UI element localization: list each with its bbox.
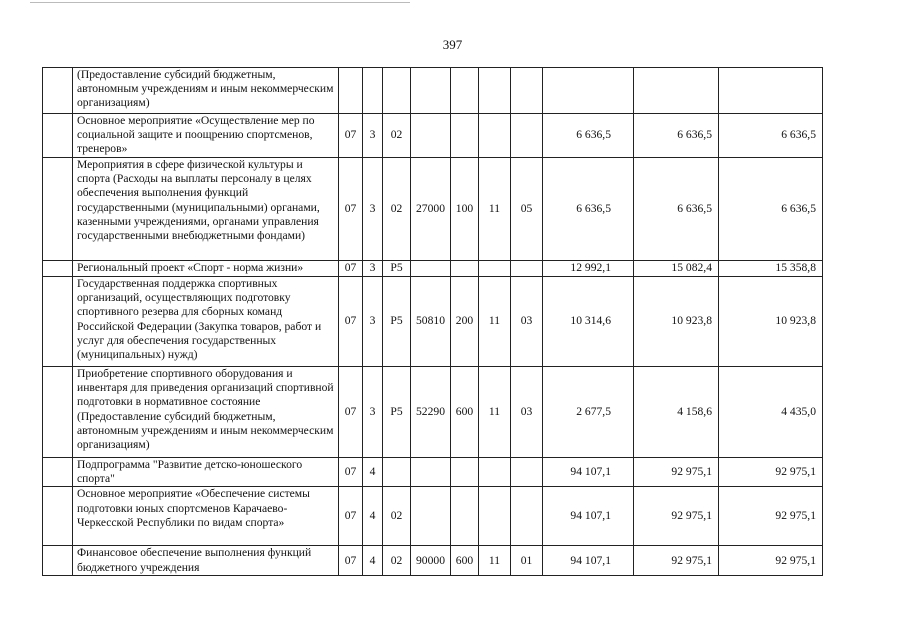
amount-1-cell: 12 992,1 [543, 261, 634, 277]
amount-1-cell: 94 107,1 [543, 458, 634, 487]
code-a-cell [479, 68, 511, 114]
top-rule [30, 2, 410, 3]
code-b-cell: 03 [511, 277, 543, 367]
expense-type-cell: 600 [451, 367, 479, 458]
empty-cell [43, 277, 73, 367]
amount-1-cell: 6 636,5 [543, 158, 634, 261]
empty-cell [43, 458, 73, 487]
direction-code-cell [411, 114, 451, 158]
direction-code-cell [411, 487, 451, 546]
subsection-code-cell: 3 [363, 367, 383, 458]
table-body [43, 68, 823, 576]
direction-code-cell [411, 458, 451, 487]
code-a-cell: 11 [479, 277, 511, 367]
code-a-cell [479, 458, 511, 487]
amount-1-cell: 94 107,1 [543, 487, 634, 546]
item-name-cell: Финансовое обеспечение выполнения функций бюджетного учреждения [73, 546, 339, 575]
empty-cell [43, 68, 73, 114]
amount-1-cell: 94 107,1 [543, 546, 634, 575]
code-a-cell [479, 261, 511, 277]
empty-cell [43, 114, 73, 158]
empty-cell [43, 261, 73, 277]
table-row [43, 458, 823, 487]
section-code-cell: 07 [339, 114, 363, 158]
program-code-cell [383, 458, 411, 487]
expense-type-cell [451, 487, 479, 546]
table-row [43, 367, 823, 458]
section-code-cell: 07 [339, 261, 363, 277]
direction-code-cell: 27000 [411, 158, 451, 261]
expense-type-cell: 600 [451, 546, 479, 575]
code-a-cell: 11 [479, 367, 511, 458]
code-b-cell: 05 [511, 158, 543, 261]
section-code-cell: 07 [339, 546, 363, 575]
amount-3-cell: 4 435,0 [719, 367, 823, 458]
table-row [43, 114, 823, 158]
table-row [43, 546, 823, 575]
amount-3-cell: 6 636,5 [719, 114, 823, 158]
table-row [43, 158, 823, 261]
direction-code-cell [411, 68, 451, 114]
subsection-code-cell: 4 [363, 487, 383, 546]
amount-3-cell: 92 975,1 [719, 546, 823, 575]
subsection-code-cell: 3 [363, 277, 383, 367]
expense-type-cell: 100 [451, 158, 479, 261]
subsection-code-cell: 3 [363, 261, 383, 277]
code-b-cell [511, 458, 543, 487]
item-name-cell: Основное мероприятие «Обеспечение системы подготовки юных спортсменов Карачаево-Черкесской Республики по видам спорта» [73, 487, 339, 546]
item-name-cell: Мероприятия в сфере физической культуры и спорта (Расходы на выплаты персоналу в целях обеспечения выполнения функций государственными (муниципальными) органами, казенными учреждениями, органами управления государственными внебюджетными фондами) [73, 158, 339, 261]
subsection-code-cell: 4 [363, 546, 383, 575]
amount-3-cell: 92 975,1 [719, 487, 823, 546]
table-row [43, 261, 823, 277]
item-name-cell: Подпрограмма "Развитие детско-юношеского спорта" [73, 458, 339, 487]
amount-3-cell: 92 975,1 [719, 458, 823, 487]
amount-3-cell: 10 923,8 [719, 277, 823, 367]
table-row [43, 277, 823, 367]
program-code-cell [383, 68, 411, 114]
amount-2-cell: 92 975,1 [634, 458, 719, 487]
empty-cell [43, 546, 73, 575]
expense-type-cell [451, 114, 479, 158]
expense-type-cell [451, 68, 479, 114]
program-code-cell: P5 [383, 367, 411, 458]
code-b-cell [511, 68, 543, 114]
amount-3-cell: 6 636,5 [719, 158, 823, 261]
expense-type-cell: 200 [451, 277, 479, 367]
direction-code-cell: 52290 [411, 367, 451, 458]
amount-2-cell: 10 923,8 [634, 277, 719, 367]
subsection-code-cell: 3 [363, 158, 383, 261]
amount-1-cell: 10 314,6 [543, 277, 634, 367]
code-b-cell [511, 487, 543, 546]
program-code-cell: P5 [383, 261, 411, 277]
amount-1-cell [543, 68, 634, 114]
code-b-cell: 01 [511, 546, 543, 575]
subsection-code-cell [363, 68, 383, 114]
item-name-cell: Региональный проект «Спорт - норма жизни» [73, 261, 339, 277]
item-name-cell: Основное мероприятие «Осуществление мер по социальной защите и поощрению спортсменов, тренеров» [73, 114, 339, 158]
direction-code-cell: 90000 [411, 546, 451, 575]
program-code-cell: 02 [383, 487, 411, 546]
section-code-cell: 07 [339, 277, 363, 367]
code-b-cell [511, 114, 543, 158]
code-a-cell: 11 [479, 546, 511, 575]
section-code-cell: 07 [339, 458, 363, 487]
amount-1-cell: 6 636,5 [543, 114, 634, 158]
section-code-cell: 07 [339, 158, 363, 261]
code-b-cell: 03 [511, 367, 543, 458]
direction-code-cell [411, 261, 451, 277]
item-name-cell: Государственная поддержка спортивных организаций, осуществляющих подготовку спортивного резерва для сборных команд Российской Федерации (Закупка товаров, работ и услуг для обеспечения государственных (муниципальных) нужд) [73, 277, 339, 367]
section-code-cell [339, 68, 363, 114]
item-name-cell: Приобретение спортивного оборудования и инвентаря для приведения организаций спортивной подготовки в нормативное состояние (Предоставление субсидий бюджетным, автономным учреждениям и иным некоммерческим организациям) [73, 367, 339, 458]
amount-2-cell: 4 158,6 [634, 367, 719, 458]
empty-cell [43, 158, 73, 261]
program-code-cell: 02 [383, 546, 411, 575]
code-a-cell: 11 [479, 158, 511, 261]
empty-cell [43, 487, 73, 546]
code-b-cell [511, 261, 543, 277]
table-row [43, 68, 823, 114]
code-a-cell [479, 114, 511, 158]
section-code-cell: 07 [339, 367, 363, 458]
amount-2-cell: 6 636,5 [634, 158, 719, 261]
item-name-cell: (Предоставление субсидий бюджетным, автономным учреждениям и иным некоммерческим организациям) [73, 68, 339, 114]
expense-type-cell [451, 261, 479, 277]
direction-code-cell: 50810 [411, 277, 451, 367]
amount-2-cell: 92 975,1 [634, 546, 719, 575]
amount-3-cell: 15 358,8 [719, 261, 823, 277]
section-code-cell: 07 [339, 487, 363, 546]
amount-2-cell: 6 636,5 [634, 114, 719, 158]
subsection-code-cell: 3 [363, 114, 383, 158]
subsection-code-cell: 4 [363, 458, 383, 487]
page-number: 397 [442, 37, 463, 52]
program-code-cell: 02 [383, 158, 411, 261]
budget-table [42, 67, 823, 576]
table-row [43, 487, 823, 546]
amount-2-cell: 92 975,1 [634, 487, 719, 546]
amount-1-cell: 2 677,5 [543, 367, 634, 458]
amount-2-cell: 15 082,4 [634, 261, 719, 277]
code-a-cell [479, 487, 511, 546]
empty-cell [43, 367, 73, 458]
amount-3-cell [719, 68, 823, 114]
amount-2-cell [634, 68, 719, 114]
expense-type-cell [451, 458, 479, 487]
program-code-cell: 02 [383, 114, 411, 158]
program-code-cell: P5 [383, 277, 411, 367]
